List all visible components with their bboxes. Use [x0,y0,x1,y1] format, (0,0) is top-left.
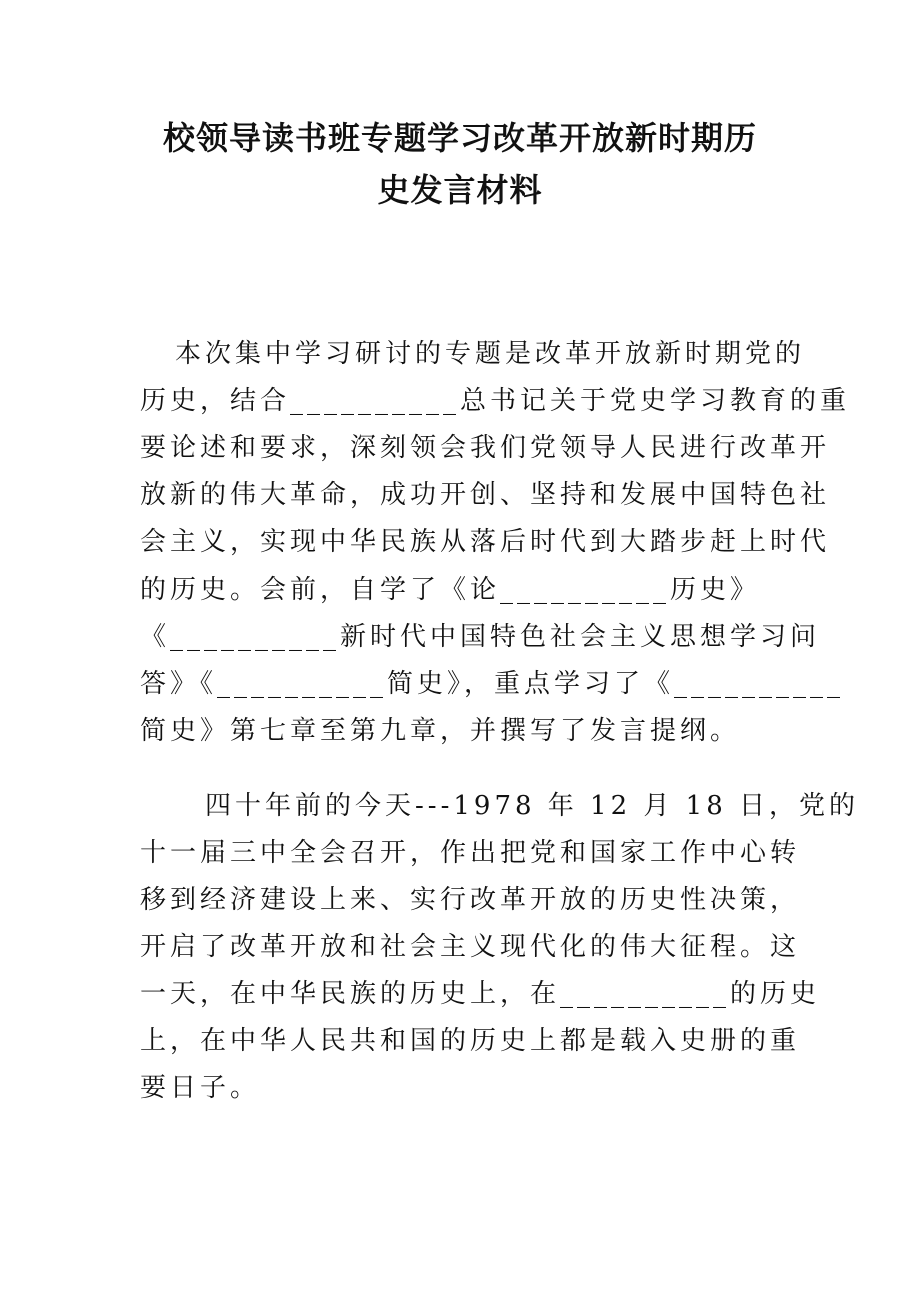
paragraph-1-line: 的历史。会前，自学了《论__________历史》 [140,575,761,605]
paragraph-1-line: 历史，结合__________总书记关于党史学习教育的重 [140,386,851,416]
paragraph-2-line: 上，在中华人民共和国的历史上都是载入史册的重 [140,1026,801,1056]
paragraph-1-line: 《__________新时代中国特色社会主义思想学习问 [140,622,821,652]
paragraph-1-line: 会主义，实现中华民族从落后时代到大踏步赶上时代 [140,527,831,557]
paragraph-1-line: 放新的伟大革命，成功开创、坚持和发展中国特色社 [140,480,831,510]
paragraph-2-line: 十一届三中全会召开，作出把党和国家工作中心转 [140,838,801,868]
paragraph-2-line: 开启了改革开放和社会主义现代化的伟大征程。这 [140,932,801,962]
paragraph-2-line: 四十年前的今天---1978 年 12 月 18 日，党的 [205,791,860,821]
title-line-2: 史发言材料 [377,171,543,209]
document-title [140,112,780,216]
paragraph-1-line: 本次集中学习研讨的专题是改革开放新时期党的 [175,339,806,369]
paragraph-1-line: 要论述和要求，深刻领会我们党领导人民进行改革开 [140,433,831,463]
title-line-1: 校领导读书班专题学习改革开放新时期历 [162,119,757,157]
paragraph-1-line: 简史》第七章至第九章，并撰写了发言提纲。 [140,716,741,746]
paragraph-2-line: 要日子。 [140,1073,261,1103]
paragraph-1-line: 答》《__________简史》，重点学习了《__________ [140,669,845,699]
paragraph-2-line: 移到经济建设上来、实行改革开放的历史性决策， [140,885,801,915]
paragraph-2-line: 一天，在中华民族的历史上，在__________的历史 [140,979,821,1009]
